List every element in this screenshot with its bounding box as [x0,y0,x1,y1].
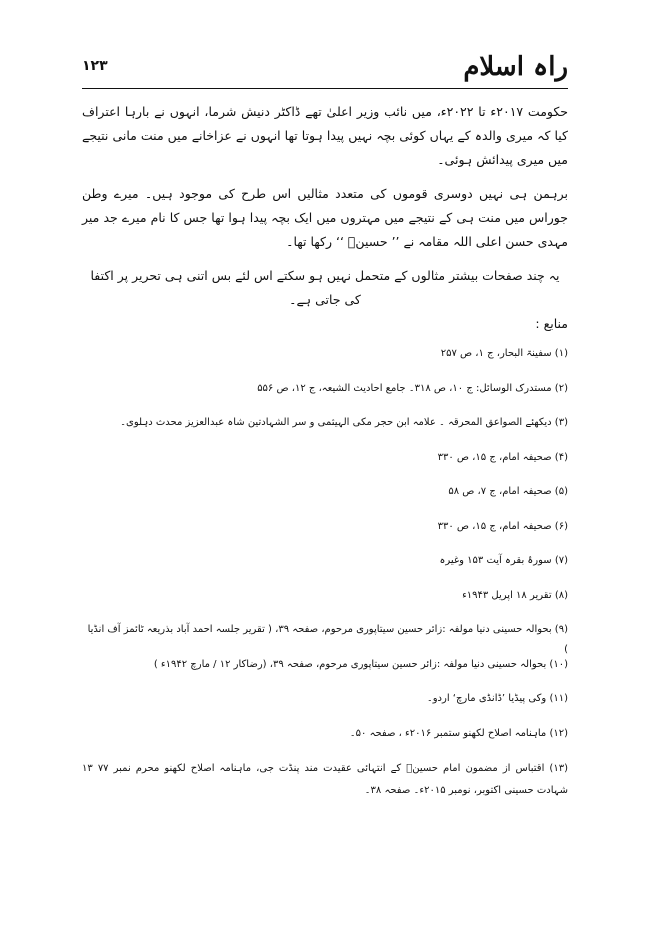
sources-heading: منابع : [535,316,568,331]
header-rule [82,88,568,89]
references-list [82,344,568,814]
reference-item: (۲) مستدرک الوسائل: ج ۱۰، ص ۳۱۸۔ جامع احادیث الشیعہ، ج ۱۲، ص ۵۵۶ [257,382,568,394]
reference-item: (۱۰) بحوالہ حسینی دنیا مولفہ :زائر حسین سیتاپوری مرحوم، صفحہ ۳۹، (رضاکار ۱۲ / مارچ ۱۹۴۲ء ) [153,658,568,670]
reference-item: (۴) صحیفہ امام، ج ۱۵، ص ۳۳۰ [437,451,568,463]
reference-item: (۸) تقریر ۱۸ اپریل ۱۹۴۳ء [462,589,568,601]
reference-item: (۵) صحیفہ امام، ج ۷، ص ۵۸ [448,486,568,497]
reference-item: (۳) دیکھئے الصواعق المحرقہ ۔ علامہ ابن حجر مکی الہیثمی و سر الشہادتین شاہ عبدالعزیز محدث دہلوی۔ [120,417,568,428]
reference-item: (۷) سورۂ بقرہ آیت ۱۵۳ وغیرہ [439,555,568,566]
page-number: ۱۲۳ [82,58,108,74]
reference-item: (۱۱) وکی پیڈیا ’ڈانڈی مارچ‘ اردو۔ [426,693,568,704]
reference-item: (۱) سفینۃ البحار، ج ۱، ص ۲۵۷ [440,348,568,359]
paragraph: برہمن ہی نہیں دوسری قوموں کی متعدد مثالیں اس طرح کی موجود ہیں۔ میرے وطن جوراس میں منت ہی کے نتیجے میں مہتروں میں ایک بچہ پیدا ہوا تھا جس کا نام میرے جد میر مہدی حسن اعلی اللہ مقامہ نے ’’ حسینؔ ‘‘ رکھا تھا۔ [82,186,568,249]
page-header [82,48,568,86]
paragraph: حکومت ۲۰۱۷ء تا ۲۰۲۲ء، میں نائب وزیر اعلیٰ تھے ڈاکٹر دنیش شرما، انہوں نے بارہا اعتراف کیا کہ میری والدہ کے یہاں کوئی بچہ نہیں پیدا ہوتا تھا انہوں نے عزاخانے میں منت مانی نتیجے میں میری پیدائش ہوئی۔ [82,104,568,167]
reference-item: (۱۳) اقتباس از مضمون امام حسینؑ کے انتہائی عقیدت مند پنڈت جی، ماہنامہ اصلاح لکھنو محرم نمبر ۷۷ ۱۳ شہادت حسینی اکتوبر، نومبر ۲۰۱۵ء۔ صفحہ ۳۸۔ [82,763,568,796]
paragraph: یہ چند صفحات بیشتر مثالوں کے متحمل نہیں ہو سکتے اس لئے بس اتنی ہی تحریر پر اکتفا کی جاتی ہے۔ [90,268,560,307]
journal-title: راہ اسلام [463,52,568,82]
reference-item: (۱۲) ماہنامہ اصلاح لکھنو ستمبر ۲۰۱۶ء ، صفحہ ۵۰۔ [349,727,568,739]
reference-item: (۹) بحوالہ حسینی دنیا مولفہ :زائر حسین سیتاپوری مرحوم، صفحہ ۳۹، ( تقریر جلسہ احمد آباد بذریعہ ٹائمز آف انڈیا ) [87,624,568,655]
body-text [82,100,568,322]
reference-item: (۶) صحیفہ امام، ج ۱۵، ص ۳۳۰ [437,520,568,532]
